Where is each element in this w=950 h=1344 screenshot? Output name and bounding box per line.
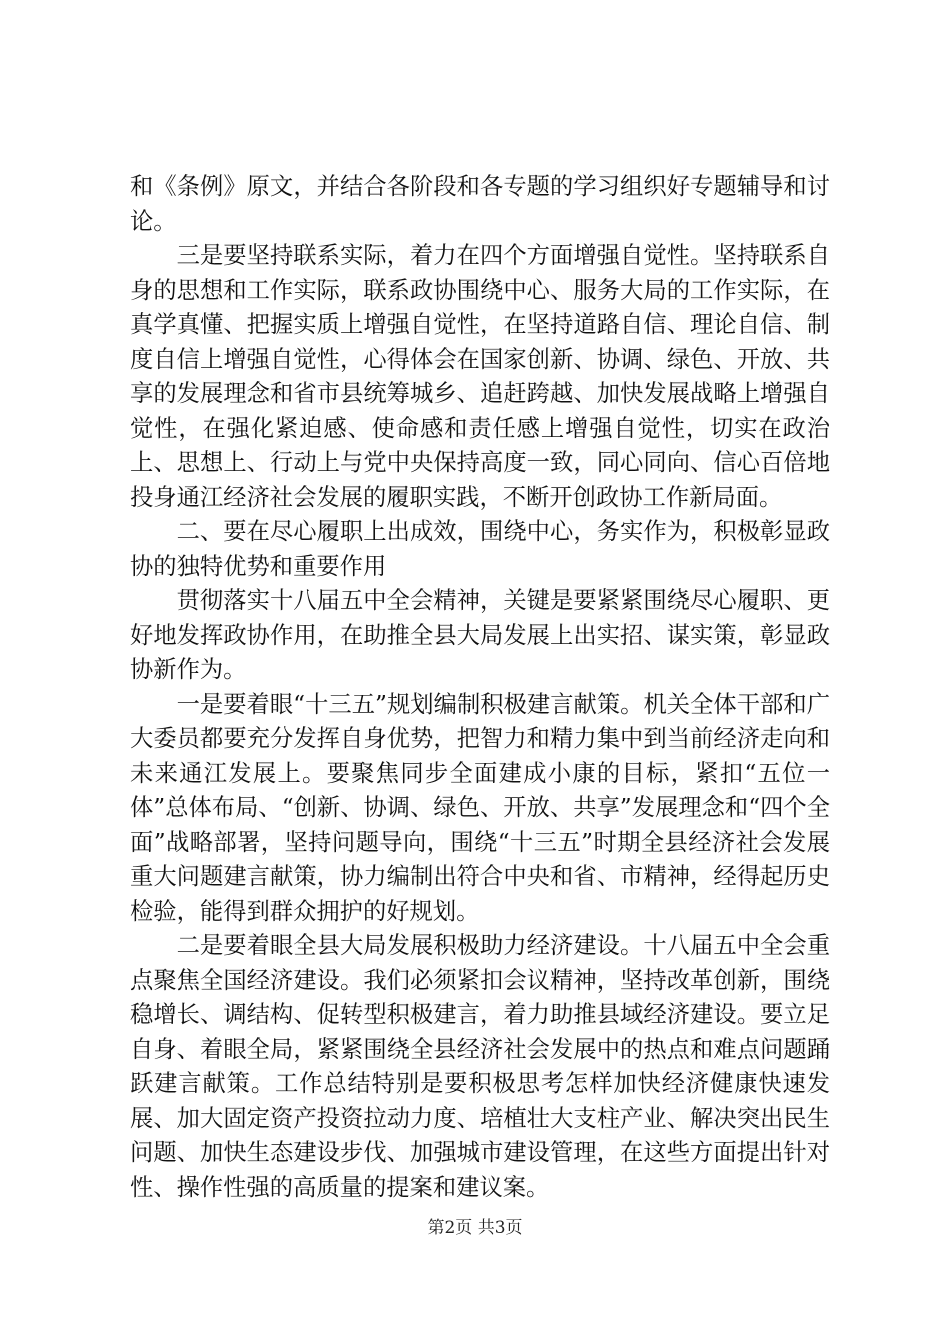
page-number-footer: 第2页 共3页 [427,1218,523,1238]
paragraph-5: 二是要着眼全县大局发展积极助力经济建设。十八届五中全会重点聚焦全国经济建设。我们必须紧扣会议精神，坚持改革创新，围绕稳增长、调结构、促转型积极建言，着力助推县域经济建设。要立足自身、着眼全局，紧紧围绕全县经济社会发展中的热点和难点问题踊跃建言献策。工作总结特别是要积极思考怎样加快经济健康快速发展、加大固定资产投资拉动力度、培植壮大支柱产业、解决突出民生问题、加快生态建设步伐、加强城市建设管理，在这些方面提出针对性、操作性强的高质量的提案和建议案。 [130,932,830,1201]
paragraph-3: 贯彻落实十八届五中全会精神，关键是要紧紧围绕尽心履职、更好地发挥政协作用，在助推全县大局发展上出实招、谋实策，彰显政协新作为。 [130,587,830,683]
paragraph-1: 和《条例》原文，并结合各阶段和各专题的学习组织好专题辅导和讨论。 [130,173,830,235]
paragraph-2: 三是要坚持联系实际，着力在四个方面增强自觉性。坚持联系自身的思想和工作实际，联系政协围绕中心、服务大局的工作实际，在真学真懂、把握实质上增强自觉性，在坚持道路自信、理论自信、制度自信上增强自觉性，心得体会在国家创新、协调、绿色、开放、共享的发展理念和省市县统筹城乡、追赶跨越、加快发展战略上增强自觉性，在强化紧迫感、使命感和责任感上增强自觉性，切实在政治上、思想上、行动上与党中央保持高度一致，同心同向、信心百倍地投身通江经济社会发展的履职实践，不断开创政协工作新局面。 [130,242,830,511]
paragraph-4: 一是要着眼“十三五”规划编制积极建言献策。机关全体干部和广大委员都要充分发挥自身优势，把智力和精力集中到当前经济走向和未来通江发展上。要聚焦同步全面建成小康的目标，紧扣“五位一体”总体布局、“创新、协调、绿色、开放、共享”发展理念和“四个全面”战略部署，坚持问题导向，围绕“十三五”时期全县经济社会发展重大问题建言献策，协力编制出符合中央和省、市精神，经得起历史检验，能得到群众拥护的好规划。 [130,690,830,925]
section-heading-2: 二、要在尽心履职上出成效，围绕中心，务实作为，积极彰显政协的独特优势和重要作用 [130,518,830,580]
document-body [130,170,830,1205]
